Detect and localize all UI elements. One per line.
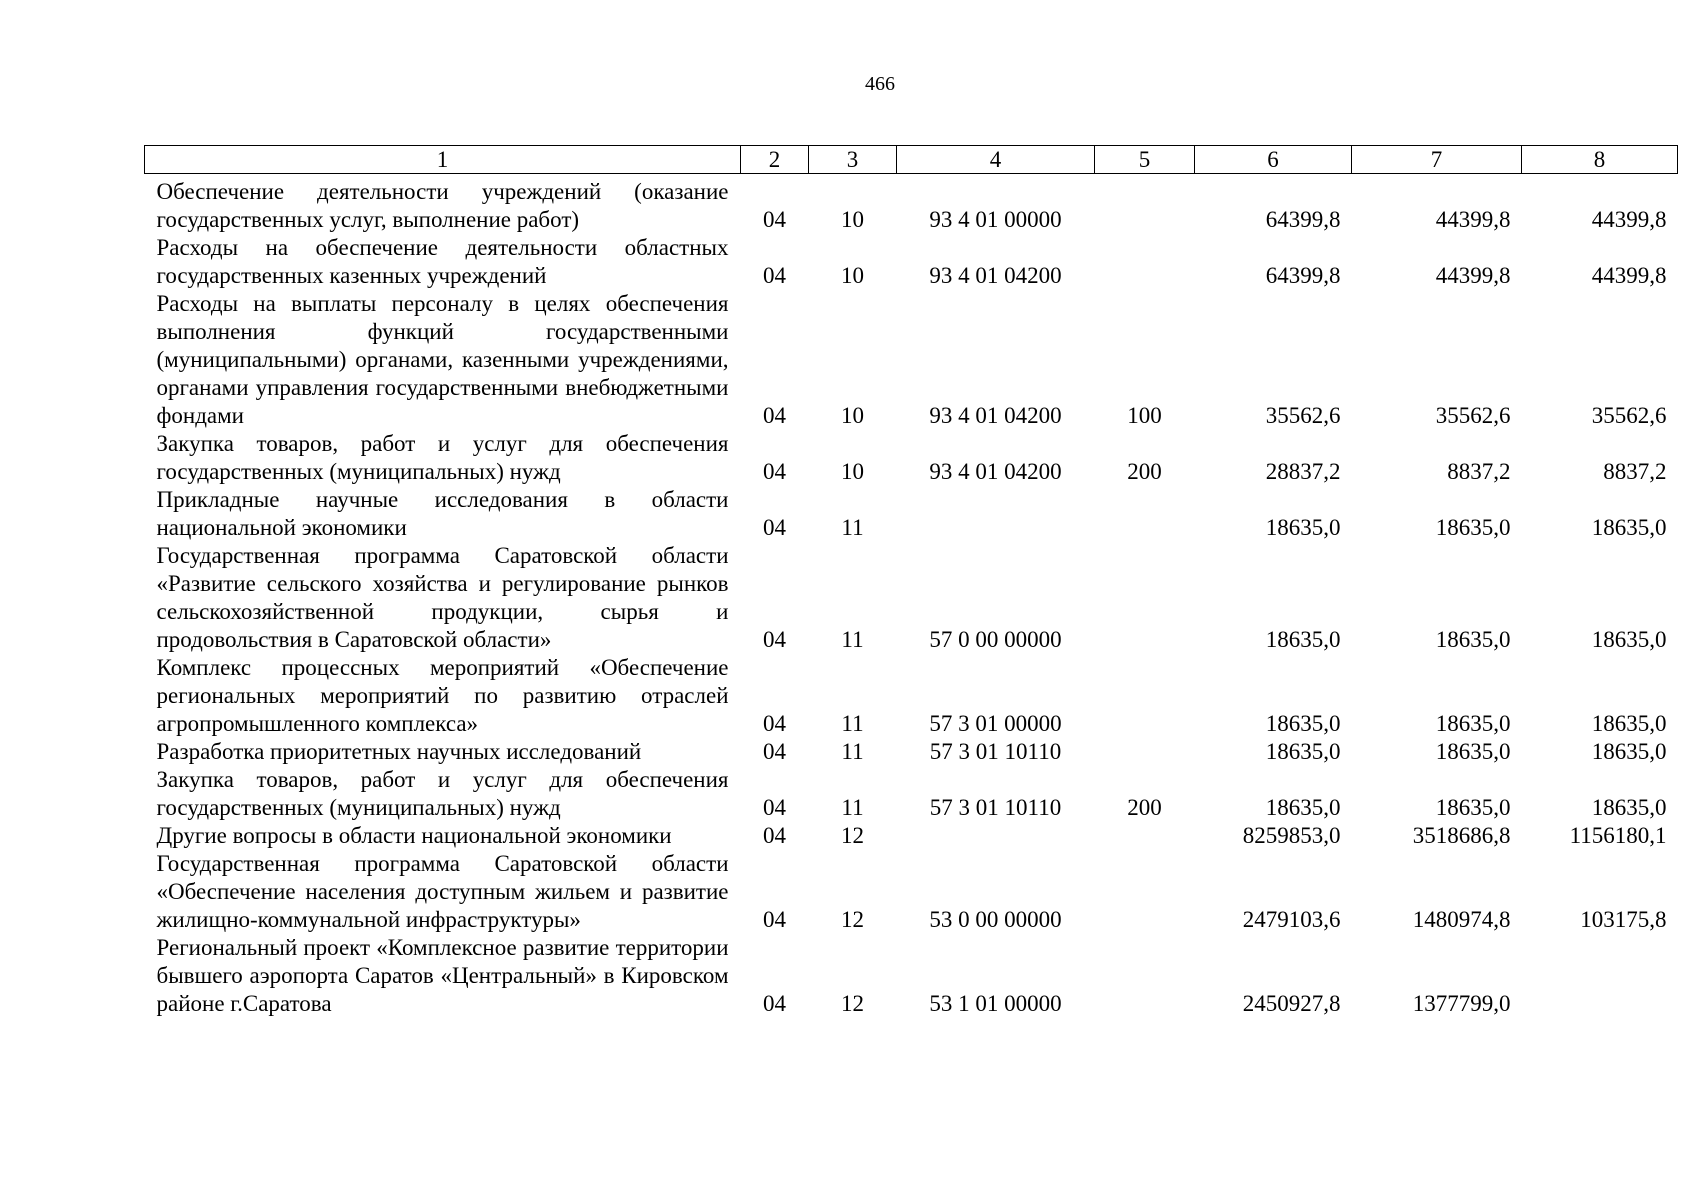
cell-article: 93 4 01 04200 xyxy=(929,403,1062,428)
cell-subsection: 10 xyxy=(841,207,864,232)
table-header-row xyxy=(145,146,1678,174)
table-row xyxy=(145,766,1678,822)
cell-section: 04 xyxy=(763,991,786,1016)
cell-expense-type xyxy=(1095,654,1195,738)
cell-article: 53 1 01 00000 xyxy=(929,991,1062,1016)
cell-name: Закупка товаров, работ и услуг для обеспечения государственных (муниципальных) нужд xyxy=(156,431,729,484)
table-row xyxy=(145,822,1678,850)
cell-section: 04 xyxy=(763,263,786,288)
table-row xyxy=(145,430,1678,486)
column-header-4: 4 xyxy=(897,146,1095,174)
cell-article: 57 3 01 00000 xyxy=(929,711,1062,736)
cell-expense-type xyxy=(1095,174,1195,235)
cell-amount-8: 35562,6 xyxy=(1591,403,1667,428)
cell-amount-6: 35562,6 xyxy=(1265,403,1341,428)
cell-section: 04 xyxy=(763,795,786,820)
cell-section: 04 xyxy=(763,739,786,764)
cell-article xyxy=(897,822,1095,850)
cell-subsection: 12 xyxy=(841,823,864,848)
cell-amount-7: 8837,2 xyxy=(1447,459,1511,484)
cell-amount-7: 18635,0 xyxy=(1435,627,1511,652)
cell-amount-8: 18635,0 xyxy=(1591,515,1667,540)
table-row xyxy=(145,654,1678,738)
cell-name: Расходы на выплаты персоналу в целях обеспечения выполнения функций государственными (муниципальными) органами, казенными учреждениями, органами управления государственными внебюджетными фондами xyxy=(156,291,729,428)
table-row xyxy=(145,486,1678,542)
cell-section: 04 xyxy=(763,627,786,652)
cell-amount-6: 18635,0 xyxy=(1265,711,1341,736)
table-row xyxy=(145,290,1678,430)
cell-amount-6: 64399,8 xyxy=(1265,207,1341,232)
cell-article: 93 4 01 04200 xyxy=(929,459,1062,484)
cell-name: Закупка товаров, работ и услуг для обеспечения государственных (муниципальных) нужд xyxy=(156,767,729,820)
column-header-5: 5 xyxy=(1095,146,1195,174)
cell-amount-8: 44399,8 xyxy=(1591,263,1667,288)
cell-subsection: 11 xyxy=(841,627,864,652)
cell-amount-6: 28837,2 xyxy=(1265,459,1341,484)
cell-amount-8: 18635,0 xyxy=(1591,627,1667,652)
column-header-2: 2 xyxy=(741,146,809,174)
column-header-6: 6 xyxy=(1195,146,1352,174)
cell-amount-7: 3518686,8 xyxy=(1412,823,1511,848)
cell-article: 93 4 01 04200 xyxy=(929,263,1062,288)
cell-article: 57 3 01 10110 xyxy=(929,795,1062,820)
column-header-7: 7 xyxy=(1352,146,1522,174)
cell-section: 04 xyxy=(763,459,786,484)
cell-name: Расходы на обеспечение деятельности областных государственных казенных учреждений xyxy=(156,235,729,288)
cell-amount-6: 18635,0 xyxy=(1265,795,1341,820)
cell-amount-7: 18635,0 xyxy=(1435,795,1511,820)
column-header-1: 1 xyxy=(145,146,741,174)
page-number: 466 xyxy=(865,73,895,95)
cell-section: 04 xyxy=(763,823,786,848)
cell-subsection: 12 xyxy=(841,907,864,932)
cell-amount-6: 18635,0 xyxy=(1265,739,1341,764)
cell-article xyxy=(897,486,1095,542)
cell-name: Комплекс процессных мероприятий «Обеспечение региональных мероприятий по развитию отраслей агропромышленного комплекса» xyxy=(156,655,729,736)
cell-subsection: 10 xyxy=(841,263,864,288)
cell-article: 53 0 00 00000 xyxy=(929,907,1062,932)
cell-expense-type: 200 xyxy=(1127,795,1162,820)
column-header-3: 3 xyxy=(809,146,897,174)
cell-amount-7: 44399,8 xyxy=(1435,263,1511,288)
cell-subsection: 11 xyxy=(841,711,864,736)
cell-amount-8 xyxy=(1522,934,1678,1018)
cell-expense-type xyxy=(1095,234,1195,290)
cell-expense-type: 100 xyxy=(1127,403,1162,428)
cell-amount-7: 18635,0 xyxy=(1435,515,1511,540)
cell-amount-8: 18635,0 xyxy=(1591,795,1667,820)
cell-amount-6: 18635,0 xyxy=(1265,627,1341,652)
cell-subsection: 11 xyxy=(841,795,864,820)
budget-table xyxy=(144,145,1678,1018)
cell-amount-7: 44399,8 xyxy=(1435,207,1511,232)
cell-article: 93 4 01 00000 xyxy=(929,207,1062,232)
cell-amount-6: 2479103,6 xyxy=(1242,907,1341,932)
cell-amount-6: 8259853,0 xyxy=(1242,823,1341,848)
column-header-8: 8 xyxy=(1522,146,1678,174)
cell-amount-7: 18635,0 xyxy=(1435,739,1511,764)
cell-expense-type xyxy=(1095,486,1195,542)
cell-expense-type xyxy=(1095,822,1195,850)
cell-name: Государственная программа Саратовской области «Обеспечение населения доступным жильем и развитие жилищно-коммунальной инфраструктуры» xyxy=(156,851,729,932)
cell-subsection: 11 xyxy=(841,515,864,540)
cell-subsection: 10 xyxy=(841,403,864,428)
table-row xyxy=(145,542,1678,654)
table-row xyxy=(145,174,1678,235)
cell-expense-type xyxy=(1095,738,1195,766)
cell-expense-type xyxy=(1095,542,1195,654)
cell-subsection: 12 xyxy=(841,991,864,1016)
cell-expense-type: 200 xyxy=(1127,459,1162,484)
cell-amount-6: 2450927,8 xyxy=(1242,991,1341,1016)
cell-amount-8: 103175,8 xyxy=(1580,907,1667,932)
cell-amount-7: 35562,6 xyxy=(1435,403,1511,428)
table-row xyxy=(145,738,1678,766)
cell-amount-8: 44399,8 xyxy=(1591,207,1667,232)
cell-section: 04 xyxy=(763,907,786,932)
table-body xyxy=(145,174,1678,1019)
cell-name: Государственная программа Саратовской области «Развитие сельского хозяйства и регулирование рынков сельскохозяйственной продукции, сырья и продовольствия в Саратовской области» xyxy=(156,543,729,652)
cell-name: Региональный проект «Комплексное развитие территории бывшего аэропорта Саратов «Центральный» в Кировском районе г.Саратова xyxy=(156,935,729,1016)
cell-amount-8: 1156180,1 xyxy=(1569,823,1667,848)
table-row xyxy=(145,234,1678,290)
cell-amount-8: 18635,0 xyxy=(1591,711,1667,736)
cell-section: 04 xyxy=(763,515,786,540)
cell-section: 04 xyxy=(763,403,786,428)
table-row xyxy=(145,850,1678,934)
cell-amount-6: 18635,0 xyxy=(1265,515,1341,540)
table-row xyxy=(145,934,1678,1018)
cell-amount-8: 8837,2 xyxy=(1603,459,1667,484)
cell-name: Прикладные научные исследования в области национальной экономики xyxy=(156,487,729,540)
cell-article: 57 3 01 10110 xyxy=(929,739,1062,764)
cell-name: Разработка приоритетных научных исследований xyxy=(156,739,642,764)
cell-subsection: 10 xyxy=(841,459,864,484)
cell-amount-7: 1480974,8 xyxy=(1412,907,1511,932)
cell-name: Обеспечение деятельности учреждений (оказание государственных услуг, выполнение работ) xyxy=(156,179,729,232)
cell-amount-8: 18635,0 xyxy=(1591,739,1667,764)
cell-expense-type xyxy=(1095,850,1195,934)
cell-section: 04 xyxy=(763,711,786,736)
cell-amount-7: 1377799,0 xyxy=(1412,991,1511,1016)
cell-expense-type xyxy=(1095,934,1195,1018)
cell-name: Другие вопросы в области национальной экономики xyxy=(156,823,672,848)
cell-article: 57 0 00 00000 xyxy=(929,627,1062,652)
cell-amount-7: 18635,0 xyxy=(1435,711,1511,736)
cell-section: 04 xyxy=(763,207,786,232)
cell-amount-6: 64399,8 xyxy=(1265,263,1341,288)
cell-subsection: 11 xyxy=(841,739,864,764)
